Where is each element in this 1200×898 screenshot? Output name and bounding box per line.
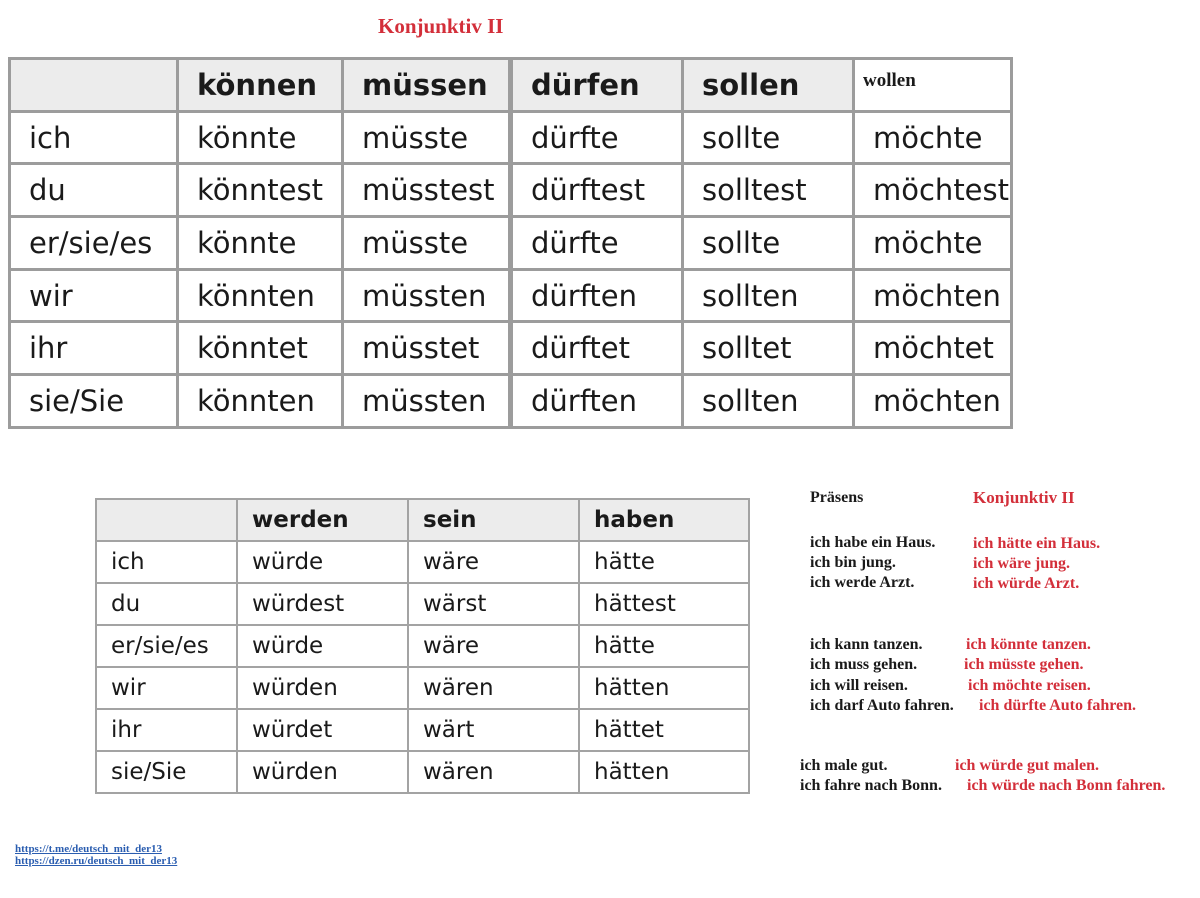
table-cell: würdest: [237, 583, 408, 625]
header-cell-duerfen: dürfen: [511, 59, 683, 112]
example-konjunktiv: ich hätte ein Haus.: [973, 535, 1101, 552]
table-cell: dürfte: [511, 217, 683, 270]
example-praesens: ich fahre nach Bonn.: [800, 777, 942, 794]
table-row: [96, 667, 749, 709]
example-praesens: ich werde Arzt.: [810, 574, 915, 591]
pronoun-cell: du: [96, 583, 237, 625]
table-cell: möchtet: [854, 322, 1012, 375]
table-row: [96, 709, 749, 751]
table-cell: möchte: [854, 111, 1012, 164]
konjunktiv-heading: Konjunktiv II: [973, 488, 1075, 507]
table-row: [10, 269, 1012, 322]
pronoun-cell: sie/Sie: [96, 751, 237, 793]
table-cell: wären: [408, 751, 579, 793]
example-konjunktiv: ich würde Arzt.: [973, 575, 1080, 592]
table-cell: sollten: [683, 375, 854, 428]
table-cell: könnte: [178, 217, 343, 270]
auxiliary-verbs-table: [95, 498, 750, 794]
header-cell-koennen: können: [178, 59, 343, 112]
table-cell: hätten: [579, 751, 749, 793]
table-cell: könntet: [178, 322, 343, 375]
pronoun-cell: ich: [10, 111, 178, 164]
example-praesens: ich male gut.: [800, 757, 888, 774]
table-cell: wärst: [408, 583, 579, 625]
table-cell: müsste: [343, 217, 511, 270]
table-cell: sollte: [683, 217, 854, 270]
header-cell-sollen: sollen: [683, 59, 854, 112]
table-cell: dürftest: [511, 164, 683, 217]
example-praesens: ich muss gehen.: [810, 656, 918, 673]
table-header-row: [10, 59, 1012, 112]
table-cell: dürftet: [511, 322, 683, 375]
table-cell: dürfte: [511, 111, 683, 164]
table-cell: hättet: [579, 709, 749, 751]
table-cell: wären: [408, 667, 579, 709]
example-konjunktiv: ich müsste gehen.: [964, 656, 1084, 673]
example-praesens: ich kann tanzen.: [810, 636, 923, 653]
table-cell: wärt: [408, 709, 579, 751]
pronoun-cell: ihr: [10, 322, 178, 375]
example-praesens: ich darf Auto fahren.: [810, 697, 954, 714]
page-title: Konjunktiv II: [378, 14, 504, 38]
table-row: [96, 583, 749, 625]
example-praesens: ich habe ein Haus.: [810, 534, 936, 551]
example-konjunktiv: ich wäre jung.: [973, 555, 1071, 572]
table-cell: möchten: [854, 269, 1012, 322]
table-cell: würdet: [237, 709, 408, 751]
table-cell: könnten: [178, 269, 343, 322]
example-konjunktiv: ich könnte tanzen.: [966, 636, 1091, 653]
table-cell: hättest: [579, 583, 749, 625]
dzen-link[interactable]: https://dzen.ru/deutsch_mit_der13: [15, 855, 178, 867]
table-cell: würden: [237, 751, 408, 793]
example-praesens: ich will reisen.: [810, 677, 908, 694]
header-cell-werden: werden: [237, 499, 408, 541]
pronoun-cell: wir: [96, 667, 237, 709]
table-header-row: [96, 499, 749, 541]
example-konjunktiv: ich dürfte Auto fahren.: [979, 697, 1137, 714]
table-cell: möchtest: [854, 164, 1012, 217]
table-cell: möchten: [854, 375, 1012, 428]
table-row: [10, 375, 1012, 428]
header-cell-empty: [10, 59, 178, 112]
pronoun-cell: wir: [10, 269, 178, 322]
table-cell: müsstet: [343, 322, 511, 375]
praesens-heading: Präsens: [810, 489, 864, 506]
table-row: [10, 111, 1012, 164]
table-cell: wäre: [408, 625, 579, 667]
header-cell-empty: [96, 499, 237, 541]
table-cell: hätte: [579, 625, 749, 667]
pronoun-cell: er/sie/es: [10, 217, 178, 270]
table-cell: müssten: [343, 375, 511, 428]
table-cell: könntest: [178, 164, 343, 217]
table-cell: müsstest: [343, 164, 511, 217]
table-cell: könnte: [178, 111, 343, 164]
header-cell-haben: haben: [579, 499, 749, 541]
table-cell: müssten: [343, 269, 511, 322]
table-cell: solltet: [683, 322, 854, 375]
table-cell: müsste: [343, 111, 511, 164]
table-row: [96, 625, 749, 667]
example-konjunktiv: ich möchte reisen.: [968, 677, 1091, 694]
table-cell: solltest: [683, 164, 854, 217]
table-row: [10, 217, 1012, 270]
pronoun-cell: du: [10, 164, 178, 217]
header-cell-wollen: wollen: [854, 59, 1012, 112]
telegram-link[interactable]: https://t.me/deutsch_mit_der13: [15, 843, 162, 855]
table-cell: wäre: [408, 541, 579, 583]
table-cell: hätte: [579, 541, 749, 583]
modal-verbs-table: [8, 57, 1013, 429]
table-row: [10, 322, 1012, 375]
pronoun-cell: ich: [96, 541, 237, 583]
table-cell: würde: [237, 625, 408, 667]
table-cell: hätten: [579, 667, 749, 709]
header-cell-muessen: müssen: [343, 59, 511, 112]
table-cell: sollte: [683, 111, 854, 164]
table-row: [10, 164, 1012, 217]
example-konjunktiv: ich würde nach Bonn fahren.: [967, 777, 1166, 794]
table-cell: sollten: [683, 269, 854, 322]
pronoun-cell: sie/Sie: [10, 375, 178, 428]
table-row: [96, 751, 749, 793]
example-konjunktiv: ich würde gut malen.: [955, 757, 1099, 774]
table-cell: würde: [237, 541, 408, 583]
table-cell: würden: [237, 667, 408, 709]
table-cell: möchte: [854, 217, 1012, 270]
table-cell: dürften: [511, 269, 683, 322]
table-cell: könnten: [178, 375, 343, 428]
table-row: [96, 541, 749, 583]
pronoun-cell: ihr: [96, 709, 237, 751]
pronoun-cell: er/sie/es: [96, 625, 237, 667]
table-cell: dürften: [511, 375, 683, 428]
header-cell-sein: sein: [408, 499, 579, 541]
example-praesens: ich bin jung.: [810, 554, 896, 571]
source-links: [15, 843, 177, 867]
